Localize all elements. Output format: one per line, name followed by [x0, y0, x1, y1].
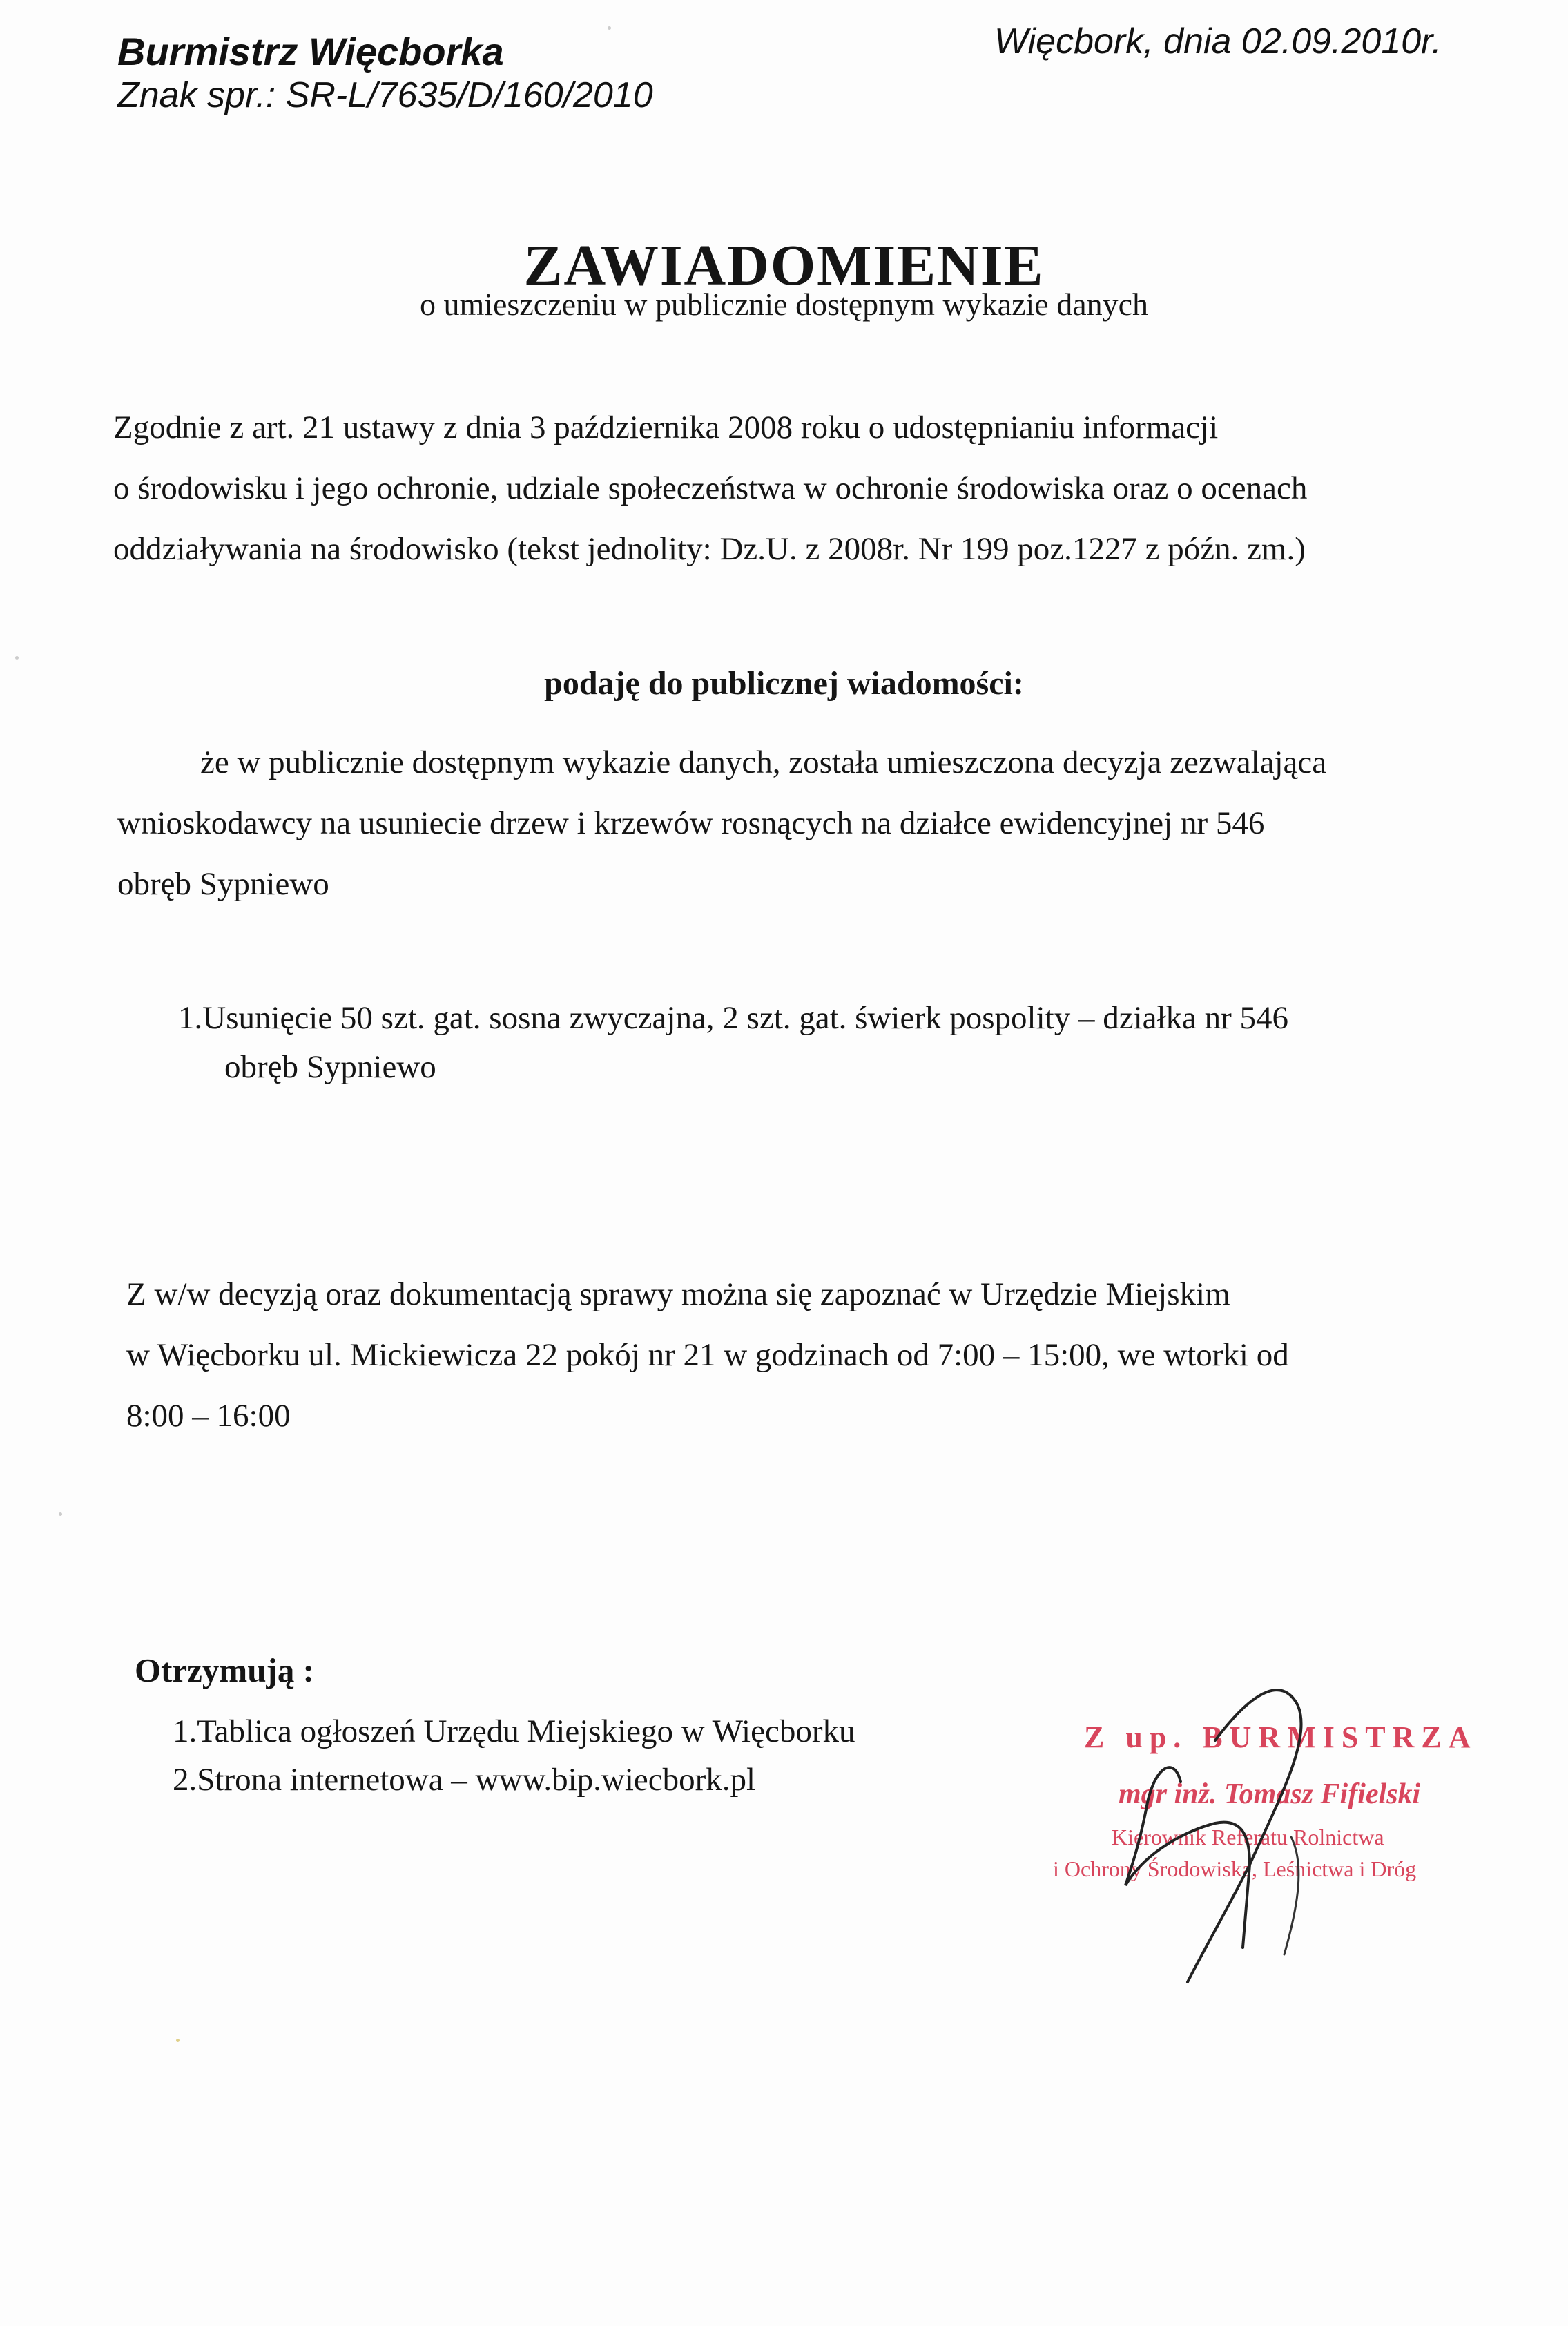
document-subtitle: o umieszczeniu w publicznie dostępnym wykazie danych [419, 287, 1149, 322]
recipient-number: 1. [173, 1713, 197, 1749]
legal-basis-line: o środowisku i jego ochronie, udziale społeczeństwa w ochronie środowiska oraz o ocenach [113, 470, 1308, 506]
case-reference: Znak spr.: SR-L/7635/D/160/2010 [117, 75, 653, 115]
place-and-date: Więcbork, dnia 02.09.2010r. [994, 21, 1442, 61]
handwritten-signature [1077, 1657, 1436, 2017]
stamp-line: Kierownik Referatu Rolnictwa [1112, 1825, 1384, 1849]
list-item-continuation: obręb Sypniewo [224, 1049, 436, 1085]
stamp-line: Z up. BURMISTRZA [1084, 1720, 1478, 1754]
list-item [178, 988, 1288, 1048]
scan-speck [176, 2039, 180, 2042]
scan-speck [608, 26, 611, 30]
document-title: ZAWIADOMIENIE [523, 233, 1045, 298]
inspection-info-line: Z w/w decyzją oraz dokumentacją sprawy można się zapoznać w Urzędzie Miejskim [126, 1276, 1230, 1312]
inspection-info-paragraph [126, 1264, 1452, 1446]
decision-paragraph [117, 732, 1446, 914]
recipients-heading: Otrzymują : [135, 1651, 314, 1689]
recipient-number: 2. [173, 1762, 197, 1798]
scan-speck [59, 1512, 62, 1516]
scan-speck [15, 656, 19, 660]
list-item-text: Usunięcie 50 szt. gat. sosna zwyczajna, 2 szt. gat. świerk pospolity – działka nr 546 [202, 1000, 1289, 1036]
inspection-info-line: w Więcborku ul. Mickiewicza 22 pokój nr 21 w godzinach od 7:00 – 15:00, we wtorki od [126, 1337, 1289, 1373]
list-item-number: 1. [178, 1000, 203, 1036]
issuing-authority: Burmistrz Więcborka [117, 30, 504, 73]
inspection-info-line: 8:00 – 16:00 [126, 1398, 291, 1434]
decision-line: obręb Sypniewo [117, 866, 329, 902]
recipient-text: Tablica ogłoszeń Urzędu Miejskiego w Więcborku [197, 1713, 855, 1749]
decision-line: że w publicznie dostępnym wykazie danych, została umieszczona decyzja zezwalająca [200, 744, 1327, 780]
decision-line: wnioskodawcy na usuniecie drzew i krzewów rosnących na działce ewidencyjnej nr 546 [117, 805, 1265, 841]
announcement-heading: podaję do publicznej wiadomości: [544, 665, 1024, 702]
stamp-line: mgr inż. Tomasz Fifielski [1119, 1778, 1421, 1810]
recipient-text: Strona internetowa – www.bip.wiecbork.pl [197, 1762, 756, 1798]
recipient-item [173, 1713, 855, 1750]
legal-basis-paragraph [113, 397, 1442, 579]
legal-basis-line: Zgodnie z art. 21 ustawy z dnia 3 października 2008 roku o udostępnianiu informacji [113, 410, 1219, 445]
recipient-item [173, 1761, 755, 1798]
legal-basis-line: oddziaływania na środowisko (tekst jednolity: Dz.U. z 2008r. Nr 199 poz.1227 z późn. zm.) [113, 531, 1306, 567]
stamp-line: i Ochrony Środowiska, Leśnictwa i Dróg [1053, 1856, 1417, 1881]
